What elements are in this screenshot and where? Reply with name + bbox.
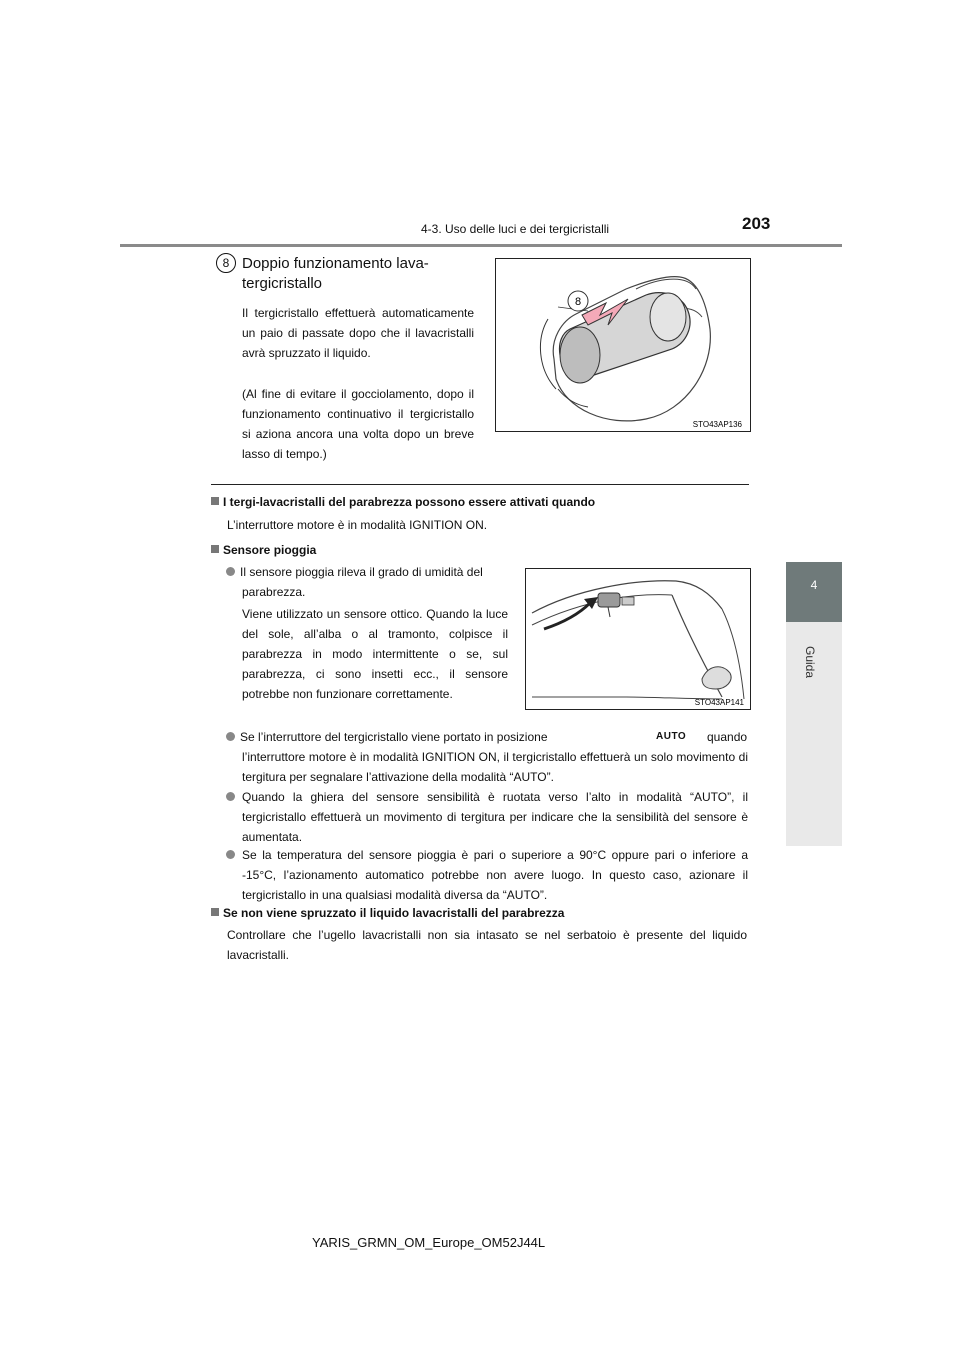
header-rule — [120, 244, 842, 247]
wiper-lever-illustration — [495, 258, 751, 432]
windshield-drawing — [526, 569, 750, 709]
section-divider — [211, 484, 749, 485]
activation-text: L’interruttore motore è in modalità IGNITION ON. — [227, 518, 488, 532]
hand-lever-drawing — [496, 259, 750, 431]
heading-washer-fluid — [211, 906, 564, 920]
rain-sensor-bullet-4: Se la temperatura del sensore pioggia è pari o superiore a 90°C oppure pari o inferiore a -15°C, l’azionamento automatico potrebbe non avere luogo. In questo caso, azionare il tergicristallo in una qualsiasi modalità diversa da “AUTO”. — [226, 845, 748, 905]
rain-sensor-bullet-1: Il sensore pioggia rileva il grado di umidità del — [226, 562, 516, 582]
heading-rain-sensor — [211, 543, 316, 557]
section-header: 4-3. Uso delle luci e dei tergicristalli — [421, 222, 610, 236]
rain-sensor-bullet-2-rest: l’interruttore motore è in modalità IGNITION ON, il tergicristallo effettuerà un solo movimento di tergitura per segnalare l’attivazione della modalità “AUTO”. — [242, 750, 748, 784]
chapter-tab — [786, 562, 842, 622]
rain-sensor-bullet-1-line2: parabrezza. — [242, 585, 306, 599]
square-bullet-icon — [211, 908, 219, 916]
item-title-line1: Doppio funzionamento lava- — [242, 255, 429, 272]
image-callout-number: 8 — [574, 296, 582, 308]
chapter-number: 4 — [810, 578, 818, 592]
item-number-badge: 8 — [216, 253, 236, 273]
item-paragraph-2: (Al fine di evitare il gocciolamento, dopo il funzionamento continuativo il tergicristallo si aziona ancora una volta dopo un breve lasso di tempo.) — [242, 387, 474, 461]
round-bullet-icon — [226, 792, 235, 801]
page-number: 203 — [742, 214, 771, 233]
rain-sensor-bullet-2-suffix: quando — [707, 730, 748, 744]
item-paragraph-1: Il tergicristallo effettuerà automaticamente un paio di passate dopo che il lavacristalli avrà spruzzato il liquido. — [242, 306, 474, 360]
item-title-line2: tergicristallo — [242, 275, 323, 292]
chapter-label: Guida — [803, 646, 817, 679]
rain-sensor-bullet-1-para2: Viene utilizzato un sensore ottico. Quando la luce del sole, all’alba o al tramonto, colpisce il parabrezza in modo intermittente o se, sul parabrezza, ci sono insetti ecc., il sensore potrebbe non funzionare correttamente. — [242, 607, 508, 701]
rain-sensor-bullet-2: Se l’interruttore del tergicristallo viene portato in posizione — [226, 727, 748, 747]
round-bullet-icon — [226, 850, 235, 859]
document-footer: YARIS_GRMN_OM_Europe_OM52J44L — [312, 1235, 546, 1250]
image-code: STO43AP141 — [694, 698, 744, 707]
round-bullet-icon — [226, 732, 235, 741]
heading-rain-sensor-text: Sensore pioggia — [223, 543, 317, 557]
rain-sensor-bullet-3: Quando la ghiera del sensore sensibilità è ruotata verso l’alto in modalità “AUTO”, il tergicristallo effettuerà un movimento di tergitura per indicare che la sensibilità del sensore è aumentata. — [226, 787, 748, 847]
square-bullet-icon — [211, 497, 219, 505]
auto-mode-icon: AUTO — [656, 731, 687, 742]
rain-sensor-illustration — [525, 568, 751, 710]
image-code: STO43AP136 — [692, 420, 742, 429]
heading-washer-fluid-text: Se non viene spruzzato il liquido lavacristalli del parabrezza — [223, 906, 565, 920]
heading-activation — [211, 495, 595, 509]
square-bullet-icon — [211, 545, 219, 553]
round-bullet-icon — [226, 567, 235, 576]
heading-activation-text: I tergi-lavacristalli del parabrezza possono essere attivati quando — [223, 495, 596, 509]
washer-fluid-text: Controllare che l’ugello lavacristalli non sia intasato se nel serbatoio è presente del liquido lavacristalli. — [227, 928, 747, 962]
